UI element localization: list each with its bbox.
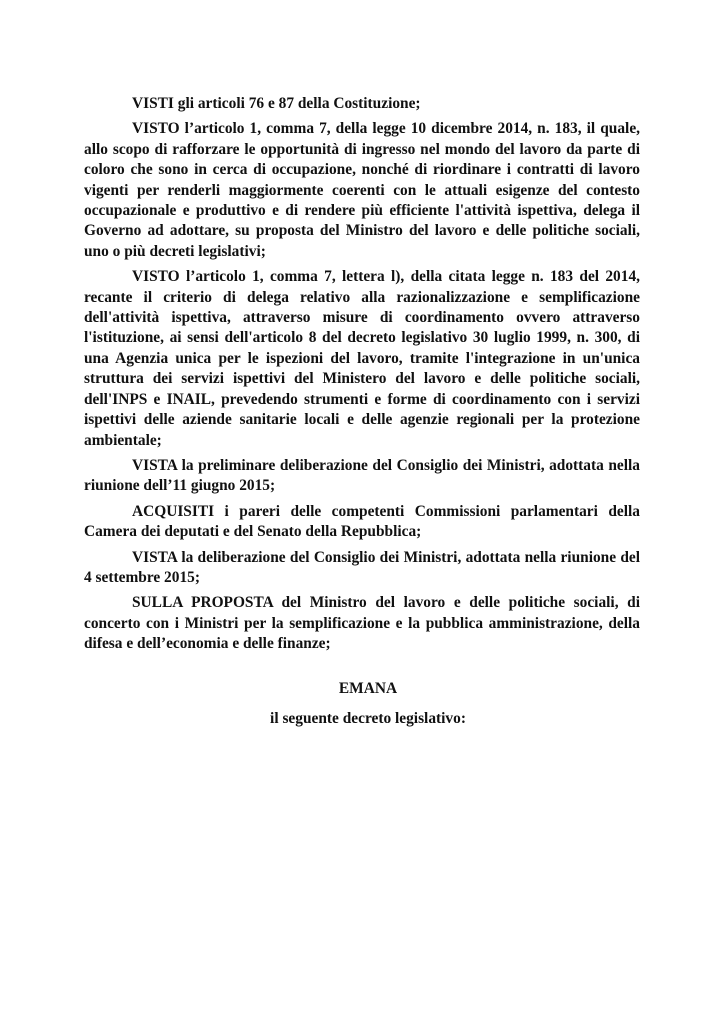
preamble-paragraph-vista-deliberazione: VISTA la deliberazione del Consiglio dei Ministri, adottata nella riunione del 4 settembre 2015;	[84, 548, 640, 586]
preamble-paragraph-visto-lettera-l: VISTO l’articolo 1, comma 7, lettera l), della citata legge n. 183 del 2014, recante il criterio di delega relativo alla razionalizzazione e semplificazione dell'attività ispettiva, attraverso misure di coordinamento ovvero attraverso l'istituzione, ai sensi dell'articolo 8 del decreto legislativo 30 luglio 1999, n. 300, di una Agenzia unica per le ispezioni del lavoro, tramite l'integrazione in un'unica struttura dei servizi ispettivi del Ministero del lavoro e delle politiche sociali, dell'INPS e INAIL, prevedendo strumenti e forme di coordinamento con i servizi ispettivi delle aziende sanitarie locali e delle agenzie regionali per la protezione ambientale;	[84, 268, 640, 449]
preamble-paragraph-visti-costituzione: VISTI gli articoli 76 e 87 della Costituzione;	[132, 95, 421, 112]
closing-line: il seguente decreto legislativo:	[270, 710, 466, 727]
preamble-paragraph-vista-preliminare: VISTA la preliminare deliberazione del Consiglio dei Ministri, adottata nella riunione dell’11 giugno 2015;	[84, 456, 640, 495]
preamble-paragraph-visto-legge-183: VISTO l’articolo 1, comma 7, della legge 10 dicembre 2014, n. 183, il quale, allo scopo di rafforzare le opportunità di ingresso nel mondo del lavoro da parte di coloro che sono in cerca di occupazione, nonché di riordinare i contratti di lavoro vigenti per renderli maggiormente coerenti con le attuali esigenze del contesto occupazionale e produttivo e di rendere più efficiente l'attività ispettiva, delega il Governo ad adottare, su proposta del Ministro del lavoro e delle politiche sociali, uno o più decreti legislativi;	[84, 120, 640, 260]
preamble	[84, 94, 640, 660]
preamble-paragraph-sulla-proposta: SULLA PROPOSTA del Ministro del lavoro e delle politiche sociali, di concerto con i Ministri per la semplificazione e la pubblica amministrazione, della difesa e dell’economia e delle finanze;	[84, 594, 640, 653]
preamble-paragraph-acquisiti-pareri: ACQUISITI i pareri delle competenti Commissioni parlamentari della Camera dei deputati e del Senato della Repubblica;	[84, 502, 640, 541]
emana-heading: EMANA	[338, 680, 398, 697]
